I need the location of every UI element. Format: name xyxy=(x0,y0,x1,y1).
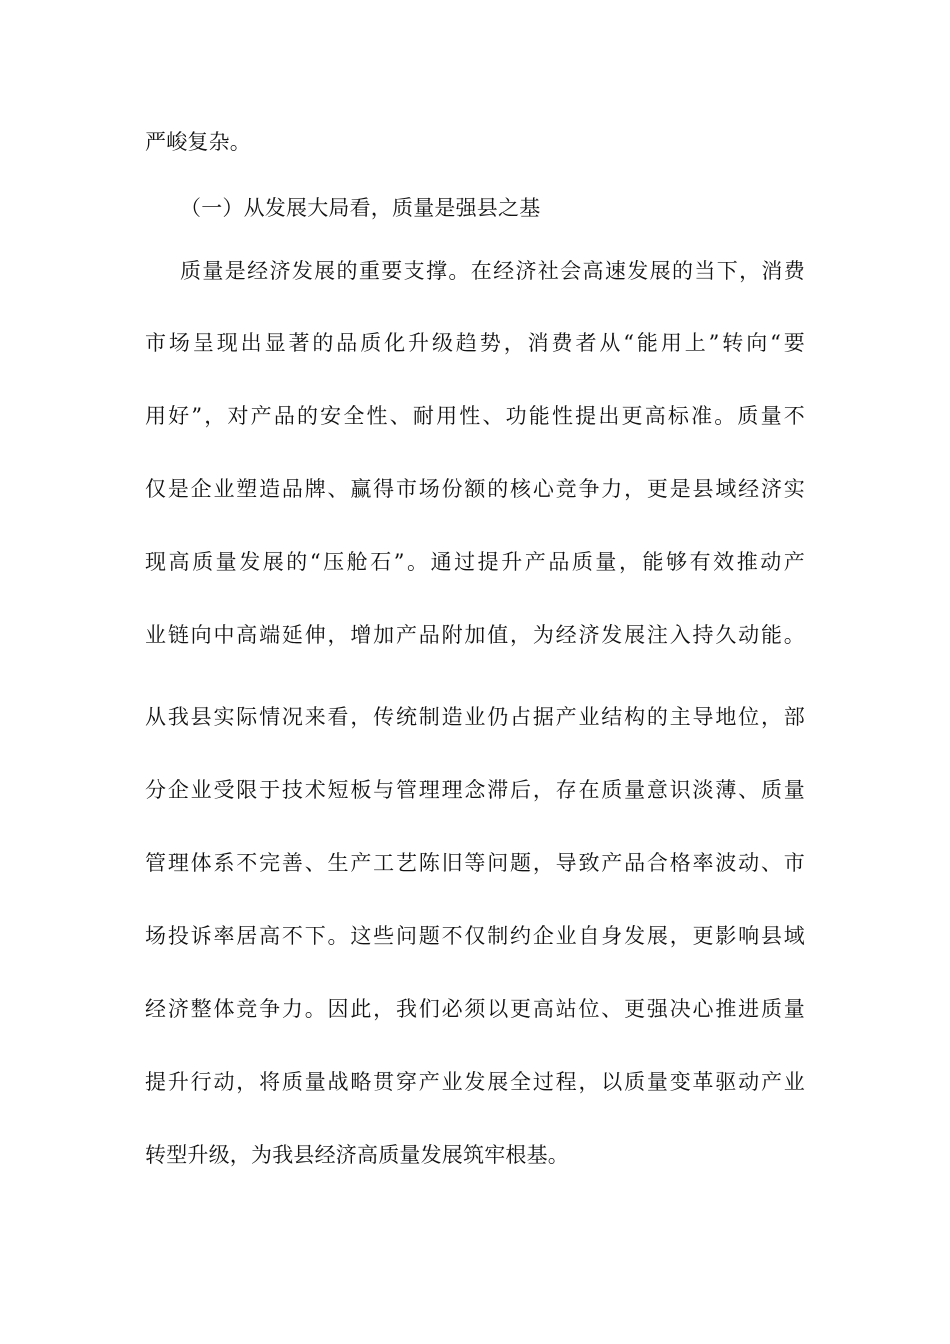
paragraph-line: 场投诉率居高不下。这些问题不仅制约企业自身发展，更影响县域 xyxy=(145,924,805,948)
paragraph-line: 现高质量发展的“压舱石”。通过提升产品质量，能够有效推动产 xyxy=(145,550,805,574)
paragraph-last-line: 转型升级，为我县经济高质量发展筑牢根基。 xyxy=(145,1143,569,1167)
paragraph-line: 经济整体竞争力。因此，我们必须以更高站位、更强决心推进质量 xyxy=(145,997,805,1021)
continuation-line: 严峻复杂。 xyxy=(145,130,251,154)
paragraph-line: 业链向中高端延伸，增加产品附加值，为经济发展注入持久动能。 xyxy=(145,623,805,647)
section-heading: （一）从发展大局看，质量是强县之基 xyxy=(180,196,541,220)
paragraph-line: 质量是经济发展的重要支撑。在经济社会高速发展的当下，消费 xyxy=(180,259,805,283)
paragraph-line: 用好”，对产品的安全性、耐用性、功能性提出更高标准。质量不 xyxy=(145,404,805,428)
paragraph-line: 管理体系不完善、生产工艺陈旧等问题，导致产品合格率波动、市 xyxy=(145,851,805,875)
paragraph-line: 提升行动，将质量战略贯穿产业发展全过程，以质量变革驱动产业 xyxy=(145,1070,805,1094)
paragraph-line: 仅是企业塑造品牌、赢得市场份额的核心竞争力，更是县域经济实 xyxy=(145,477,805,501)
paragraph-line: 从我县实际情况来看，传统制造业仍占据产业结构的主导地位，部 xyxy=(145,705,805,729)
paragraph-line: 市场呈现出显著的品质化升级趋势，消费者从“能用上”转向“要 xyxy=(145,331,805,355)
paragraph-line: 分企业受限于技术短板与管理理念滞后，存在质量意识淡薄、质量 xyxy=(145,778,805,802)
